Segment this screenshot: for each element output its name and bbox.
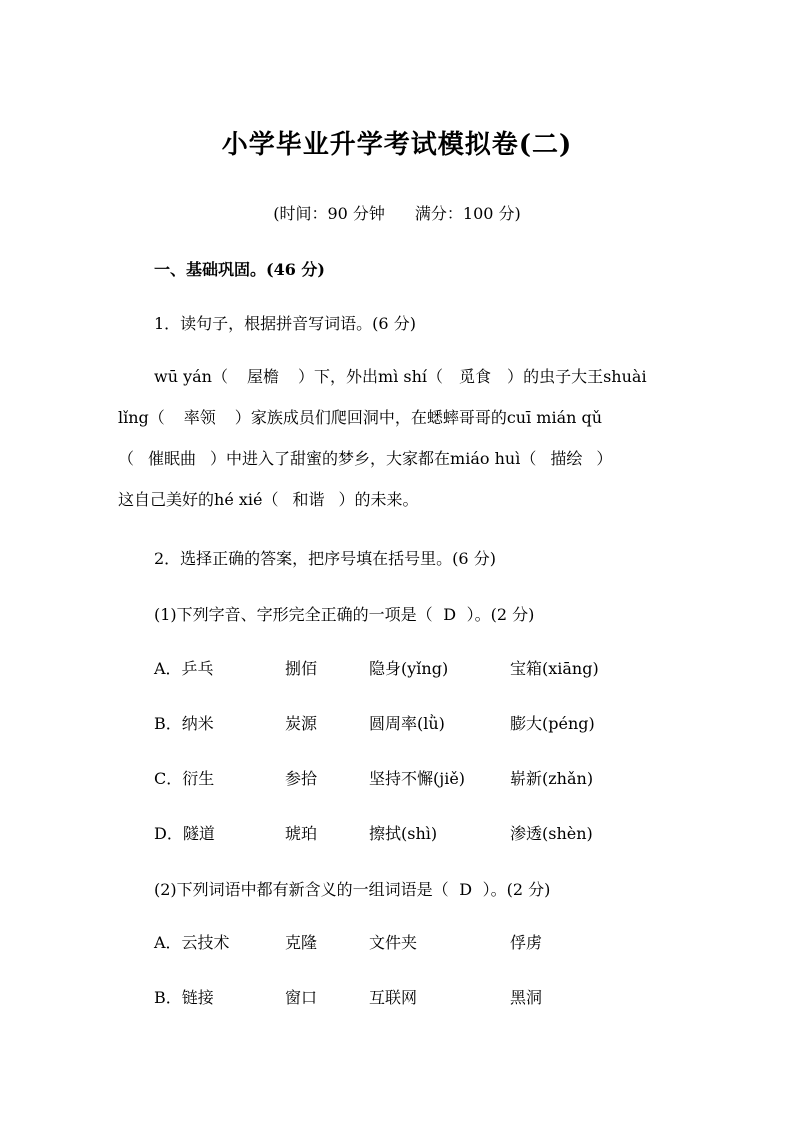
pinyin: wū yán: [154, 367, 212, 386]
answer-blank: D: [459, 880, 473, 899]
exam-time: (时间：90 分钟: [273, 204, 385, 223]
answer-blank: 屋檐: [246, 367, 279, 386]
page-title: 小学毕业升学考试模拟卷(二): [221, 130, 573, 160]
answer-blank: 催眠曲: [148, 449, 197, 468]
question-2-2-prompt: (2)下列词语中都有新含义的一组词语是（ D ）。(2 分): [154, 880, 551, 899]
exam-page: 小学毕业升学考试模拟卷(二) (时间：90 分钟 满分：100 分) 一、基础巩固。(46 分) 1．读句子，根据拼音写词语。(6 分) wū yán（ 屋檐 ）下，外出mì shí（ 觅食 ）的虫子大王shuài lǐng（ 率领 ）家族成员们爬回洞中，在蟋蟀哥哥的cuī mián qǔ （ 催眠曲 ）中进入了甜蜜的梦乡，大家都在miáo huì（ 描绘 ） 这自己美好的hé xié（ 和谐 ）的未来。 2．选择正确的答案，把序号填在括号里。(6 分) (1)下列字音、字形完全正确的一项是（ D ）。(2 分) A．乒乓 捌佰 隐身(yǐng) 宝箱(xiāng) B．纳米 炭源 圆周率(lǜ) 膨大(péng) C．衍生 参拾 坚持不懈(jiě) 崭新(zhǎn) D．隧道 琥珀 擦拭(shì) 渗透(shèn) (2)下列词语中都有新含义的一组词语是（ D ）。(2 分) A．云技术 克隆 文件夹 俘虏 B．链接 窗口 互联网 黑洞: [0, 0, 794, 1123]
passage-line: 这自己美好的hé xié（ 和谐 ）的未来。: [118, 479, 693, 520]
answer-blank: 描绘: [550, 449, 583, 468]
pinyin: mì shí: [378, 367, 428, 386]
question-2-prompt: 2．选择正确的答案，把序号填在括号里。(6 分): [154, 549, 496, 568]
passage-line: lǐng（ 率领 ）家族成员们爬回洞中，在蟋蟀哥哥的cuī mián qǔ: [118, 397, 693, 438]
answer-blank: 和谐: [292, 490, 325, 509]
question-1-prompt: 1．读句子，根据拼音写词语。(6 分): [154, 314, 416, 333]
answer-blank: 觅食: [459, 367, 492, 386]
exam-info: [0, 201, 794, 224]
passage-line: wū yán（ 屋檐 ）下，外出mì shí（ 觅食 ）的虫子大王shuài: [118, 356, 693, 397]
exam-score: 满分：100 分): [414, 204, 521, 223]
pinyin: shuài: [603, 367, 647, 386]
pinyin: lǐng: [118, 408, 149, 427]
passage-line: （ 催眠曲 ）中进入了甜蜜的梦乡，大家都在miáo huì（ 描绘 ）: [118, 438, 693, 479]
question-1-passage: [118, 356, 693, 520]
answer-blank: 率领: [183, 408, 216, 427]
pinyin: cuī mián qǔ: [506, 408, 603, 427]
section-heading-basics: 一、基础巩固。(46 分): [154, 260, 325, 279]
pinyin: hé xié: [214, 490, 263, 509]
pinyin: miáo huì: [450, 449, 521, 468]
question-2-1-prompt: (1)下列字音、字形完全正确的一项是（ D ）。(2 分): [154, 605, 535, 624]
answer-blank: D: [443, 605, 457, 624]
